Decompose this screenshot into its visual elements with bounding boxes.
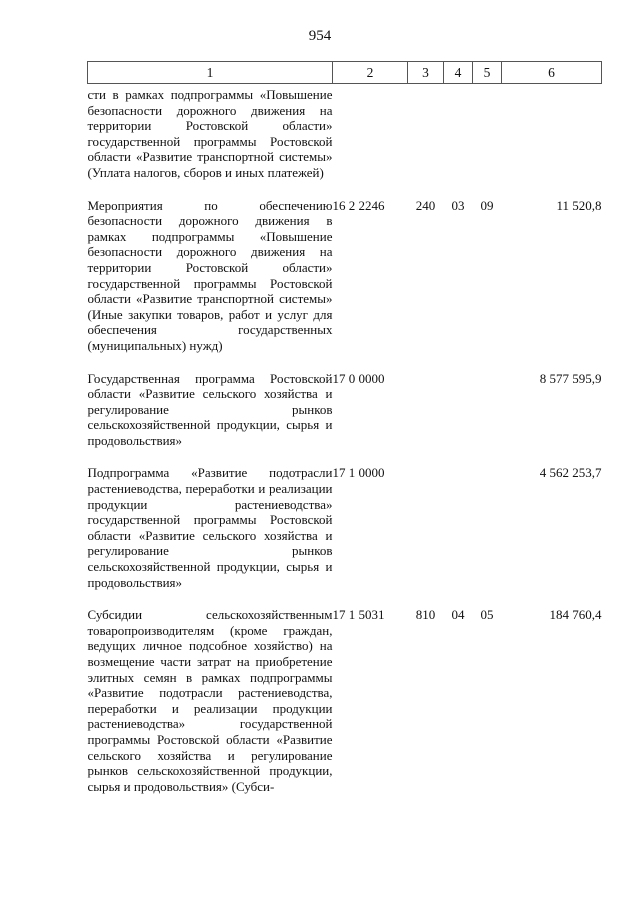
row-code: 17 1 5031 [332, 607, 385, 623]
row-pr: 05 [480, 607, 494, 623]
row-amount: 184 760,4 [549, 607, 602, 623]
row-code: 17 0 0000 [332, 370, 385, 386]
row-amount [502, 84, 602, 198]
budget-table [87, 61, 602, 794]
row-rz: 03 [451, 197, 465, 213]
table-row [88, 607, 602, 794]
row-amount: 4 562 253,7 [539, 465, 602, 481]
row-name: Субсидии сельскохозяйственным товаропроизводителям (кроме граждан, ведущих личное подсобное хозяйство) на возмещение части затрат на приобретение элитных семян в рамках подпрограммы «Развитие подотрасли растениеводства, переработки и реализации продукции растениеводства» государственной программы Ростовской области «Развитие сельского хозяйства и регулирование рынков сельскохозяйственной продукции, сырья и продовольствия» (Субси- [87, 607, 333, 794]
row-pr [473, 84, 502, 198]
row-pr [473, 465, 502, 607]
table-row [88, 84, 602, 198]
row-vr [408, 84, 444, 198]
row-name: сти в рамках подпрограммы «Повышение безопасности дорожного движения на территории Ростовской области» государственной программы Ростовской области «Развитие транспортной системы» (Уплата налогов, сборов и иных платежей) [87, 87, 333, 180]
header-col-6: 6 [502, 62, 602, 84]
row-rz: 04 [451, 607, 465, 623]
row-vr [408, 371, 444, 466]
row-code: 16 2 2246 [332, 197, 385, 213]
row-vr [408, 465, 444, 607]
table-row [88, 198, 602, 371]
table-header-row [88, 62, 602, 84]
row-name: Государственная программа Ростовской области «Развитие сельского хозяйства и регулирование рынков сельскохозяйственной продукции, сырья и продовольствия» [87, 370, 333, 448]
table-row [88, 371, 602, 466]
row-pr: 09 [480, 197, 494, 213]
row-rz [444, 465, 473, 607]
row-code: 17 1 0000 [332, 465, 385, 481]
row-code [333, 84, 408, 198]
header-col-2: 2 [333, 62, 408, 84]
page-number: 954 [308, 28, 332, 44]
row-rz [444, 84, 473, 198]
header-col-5: 5 [473, 62, 502, 84]
row-vr: 240 [415, 197, 436, 213]
row-rz [444, 371, 473, 466]
row-amount: 11 520,8 [556, 197, 602, 213]
header-col-3: 3 [408, 62, 444, 84]
row-pr [473, 371, 502, 466]
row-amount: 8 577 595,9 [539, 370, 602, 386]
row-vr: 810 [415, 607, 436, 623]
header-col-1: 1 [88, 62, 333, 84]
table-row [88, 465, 602, 607]
header-col-4: 4 [444, 62, 473, 84]
row-name: Подпрограмма «Развитие подотрасли растениеводства, переработки и реализации продукции растениеводства» государственной программы Ростовской области «Развитие сельского хозяйства и регулирование рынков сельскохозяйственной продукции, сырья и продовольствия» [87, 465, 333, 590]
row-name: Мероприятия по обеспечению безопасности дорожного движения в рамках подпрограммы «Повышение безопасности дорожного движения на территории Ростовской области» государственной программы Ростовской области «Развитие транспортной системы» (Иные закупки товаров, работ и услуг для обеспечения государственных (муниципальных) нужд) [87, 197, 333, 353]
